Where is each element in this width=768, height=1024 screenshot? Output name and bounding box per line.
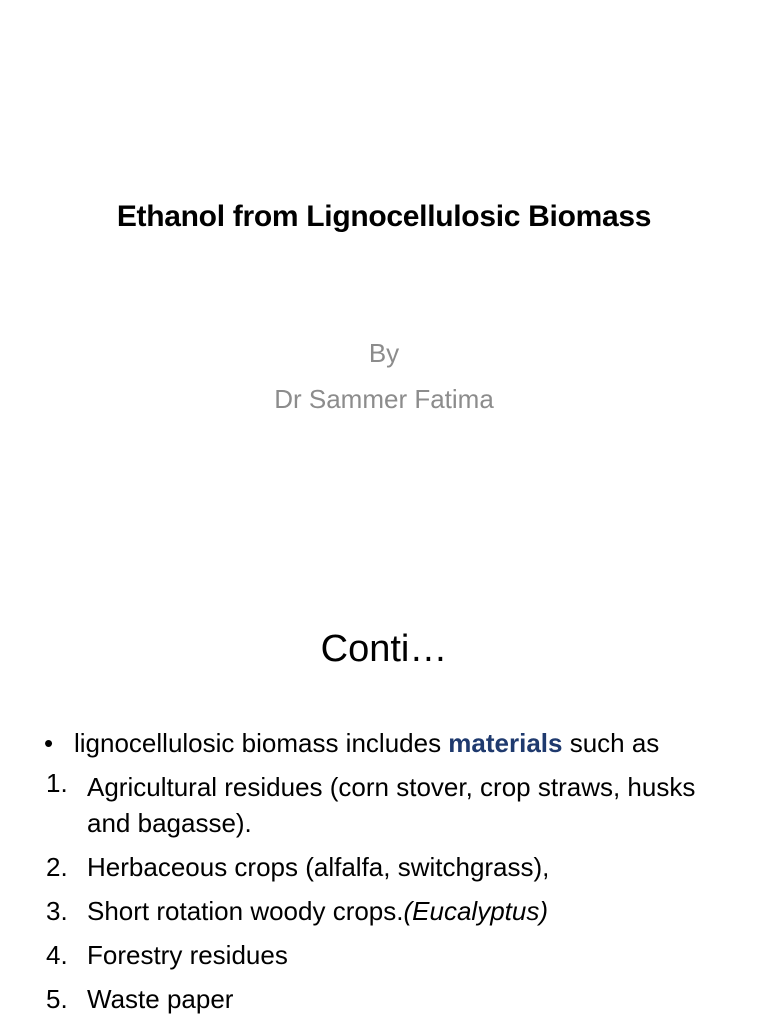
list-number: 1. bbox=[46, 768, 68, 798]
list-number: 3. bbox=[46, 896, 68, 926]
list-number: 2. bbox=[46, 852, 68, 882]
list-item bbox=[42, 977, 742, 1021]
list-number: 5. bbox=[46, 984, 68, 1014]
bullet-mark: • bbox=[44, 728, 54, 758]
list-item bbox=[42, 765, 742, 845]
slide-heading: Conti… bbox=[320, 628, 448, 670]
bullet-text-before: lignocellulosic biomass includes bbox=[74, 728, 449, 758]
list-item bbox=[42, 889, 742, 933]
bullet-emphasis: materials bbox=[448, 728, 563, 758]
bullet-item bbox=[42, 721, 742, 765]
slide-title: Ethanol from Lignocellulosic Biomass bbox=[116, 200, 652, 233]
bullet-text-after: such as bbox=[562, 728, 660, 758]
author-name: Dr Sammer Fatima bbox=[274, 384, 494, 414]
content-list bbox=[42, 721, 742, 1021]
list-text: Waste paper bbox=[87, 984, 234, 1014]
list-text: Agricultural residues (corn stover, crop straws, husks and bagasse). bbox=[87, 772, 696, 838]
list-text: Herbaceous crops (alfalfa, switchgrass), bbox=[87, 852, 550, 882]
subtitle-by: By bbox=[368, 338, 400, 368]
list-text-italic: (Eucalyptus) bbox=[403, 896, 548, 926]
list-text: Short rotation woody crops. bbox=[87, 896, 404, 926]
list-item bbox=[42, 933, 742, 977]
list-text: Forestry residues bbox=[87, 940, 288, 970]
list-number: 4. bbox=[46, 940, 68, 970]
content-slide bbox=[0, 576, 768, 1024]
list-item bbox=[42, 845, 742, 889]
